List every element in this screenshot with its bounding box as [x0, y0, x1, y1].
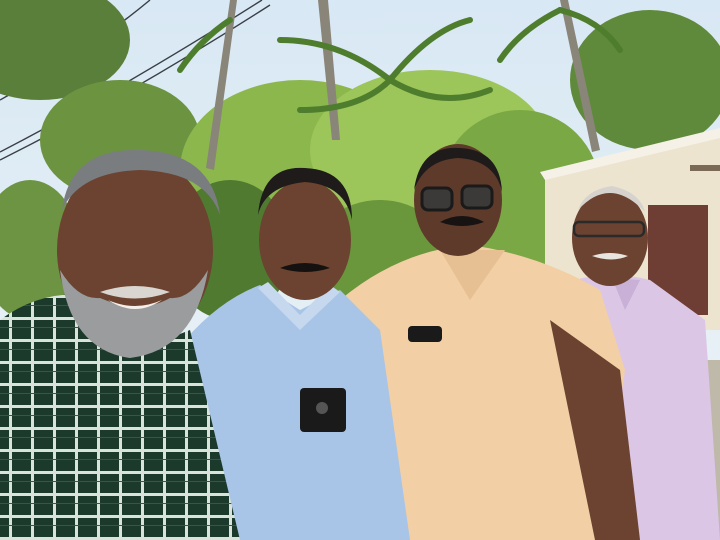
pocket-phone	[408, 326, 442, 342]
